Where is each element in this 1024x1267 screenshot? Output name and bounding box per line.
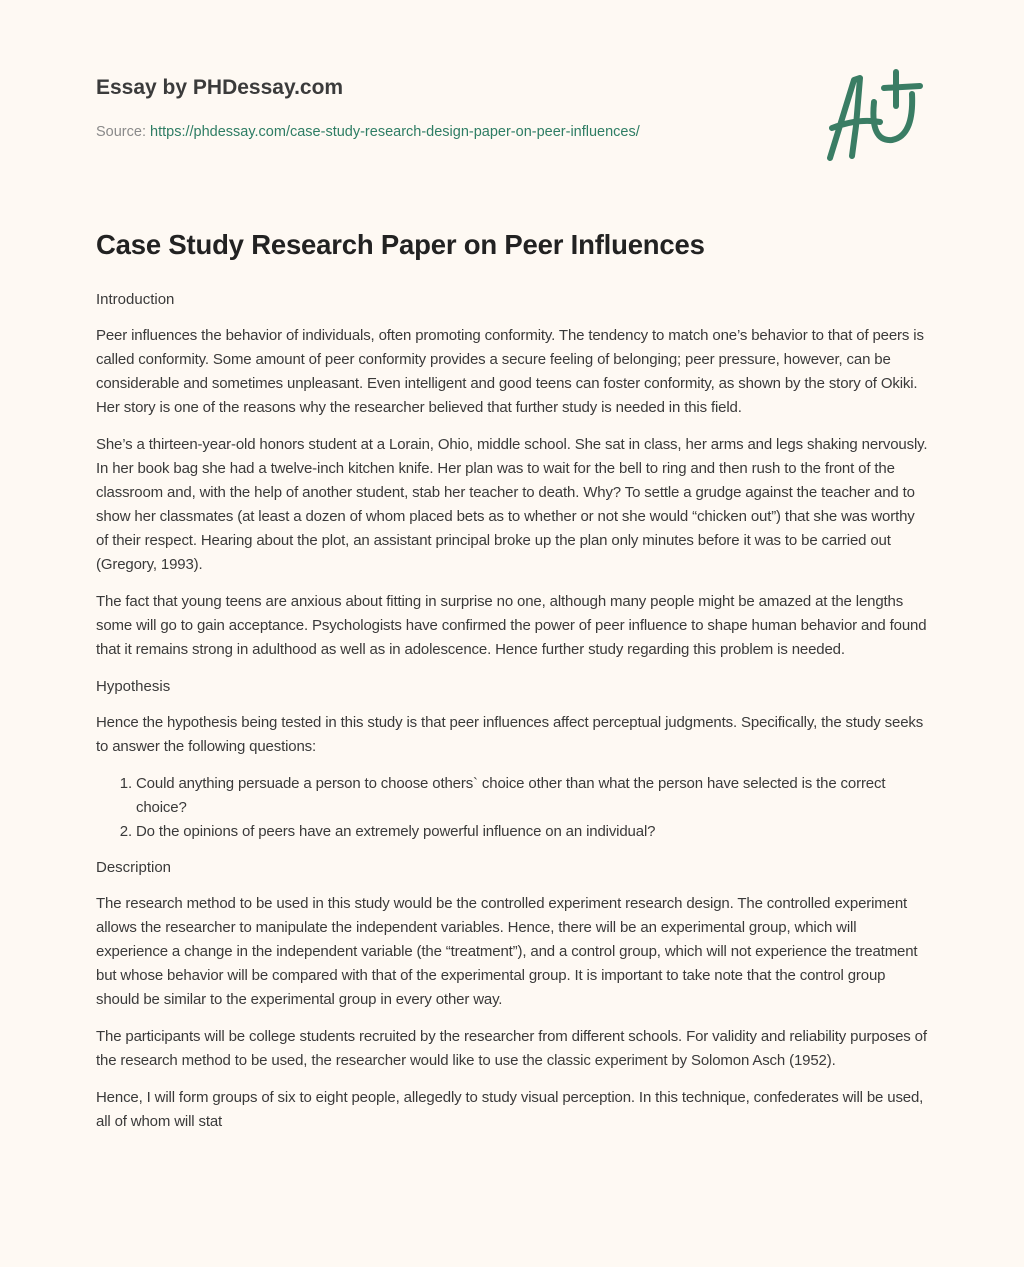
questions-list — [96, 772, 928, 844]
article — [96, 226, 928, 1147]
paragraph: The participants will be college students recruited by the researcher from different schools. For validity and reliability purposes of the research method to be used, the researcher would like to use the classic experiment by Solomon Asch (1952). — [96, 1028, 927, 1069]
list-item: 2. Do the opinions of peers have an extremely powerful influence on an individual? — [136, 820, 928, 844]
paragraph: Hence the hypothesis being tested in this study is that peer influences affect perceptual judgments. Specifically, the study seeks to answer the following questions: — [96, 714, 924, 755]
source-link[interactable]: https://phdessay.com/case-study-research-design-paper-on-peer-influences/ — [150, 124, 640, 140]
paragraph: The fact that young teens are anxious about fitting in surprise no one, although many people might be amazed at the lengths some will go to gain acceptance. Psychologists have confirmed the power of peer influence to shape human behavior and found that it remains strong in adulthood as well as in adolescence. Hence further study regarding this problem is needed. — [96, 593, 927, 658]
list-item: 1. Could anything persuade a person to choose others` choice other than what the person have selected is the correct choice? — [136, 772, 928, 820]
section-heading-hypothesis: Hypothesis — [96, 678, 171, 695]
paragraph: Peer influences the behavior of individuals, often promoting conformity. The tendency to match one’s behavior to that of peers is called conformity. Some amount of peer conformity provides a secure feeling of belonging; peer pressure, however, can be considerable and sometimes unpleasant. Even intelligent and good teens can foster conformity, as shown by the story of Okiki. Her story is one of the reasons why the researcher believed that further study is needed in this field. — [96, 327, 924, 416]
paragraph: Hence, I will form groups of six to eight people, allegedly to study visual perception. In this technique, confederates will be used, all of whom will stat — [96, 1089, 924, 1130]
source-label: Source: — [96, 124, 146, 140]
article-title: Case Study Research Paper on Peer Influences — [96, 229, 705, 260]
site-title: Essay by PHDessay.com — [96, 76, 344, 99]
a-plus-logo-icon — [818, 66, 928, 166]
paragraph: She’s a thirteen-year-old honors student at a Lorain, Ohio, middle school. She sat in class, her arms and legs shaking nervously. In her book bag she had a twelve-inch kitchen knife. Her plan was to wait for the bell to ring and then rush to the front of the classroom and, with the help of another student, stab her teacher to death. Why? To settle a grudge against the teacher and to show her classmates (at least a dozen of whom placed bets as to whether or not she would “chicken out”) that she was worthy of their respect. Hearing about the plot, an assistant principal broke up the plan only minutes before it was to be carried out (Gregory, 1993). — [96, 436, 928, 573]
section-heading-description: Description — [96, 859, 172, 876]
paragraph: The research method to be used in this study would be the controlled experiment research design. The controlled experiment allows the researcher to manipulate the independent variables. Hence, there will be an experimental group, which will experience a change in the independent variable (the “treatment”), and a control group, which will not experience the treatment but whose behavior will be compared with that of the experimental group. It is important to take note that the control group should be similar to the experimental group in every other way. — [96, 895, 918, 1008]
source-line — [96, 124, 640, 140]
section-heading-introduction: Introduction — [96, 291, 175, 308]
